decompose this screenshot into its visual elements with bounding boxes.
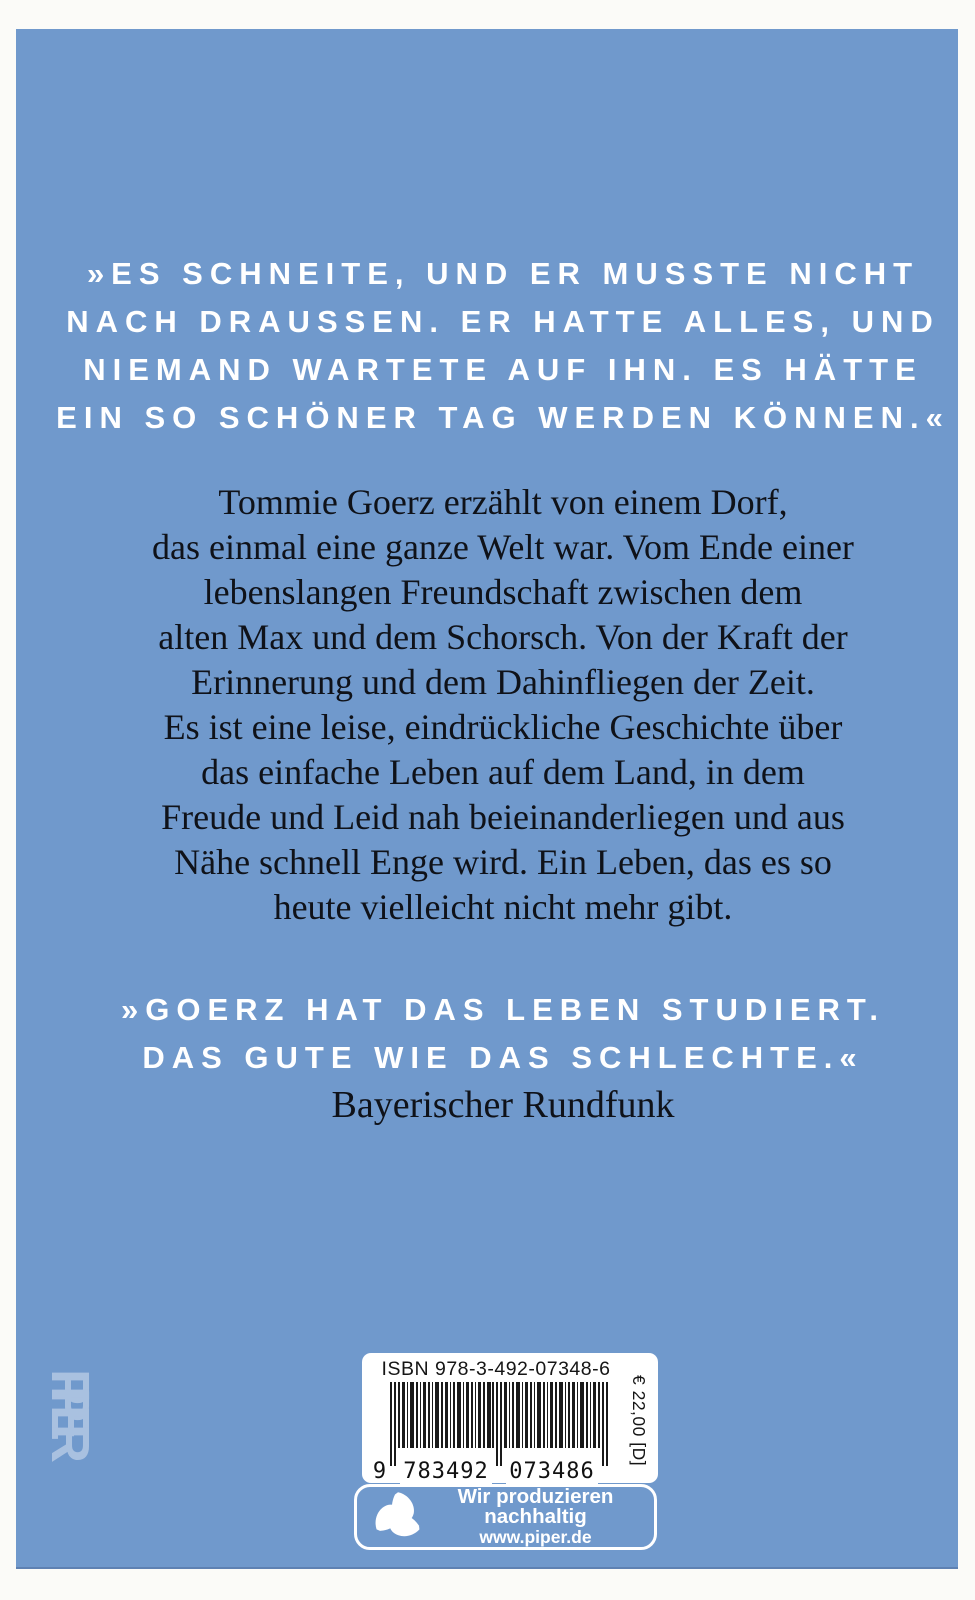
barcode-digit-group-2: 073486 bbox=[506, 1459, 598, 1484]
headline-quote bbox=[32, 250, 974, 442]
quote-line: NIEMAND WARTETE AUF IHN. ES HÄTTE bbox=[83, 352, 923, 387]
blurb-line: das einmal eine ganze Welt war. Vom Ende einer bbox=[152, 527, 854, 567]
barcode-digit-lead: 9 bbox=[372, 1459, 388, 1484]
press-quote-attribution: Bayerischer Rundfunk bbox=[331, 1084, 675, 1126]
badge-line-1: Wir produzieren bbox=[457, 1485, 614, 1508]
blurb-line: lebenslangen Freundschaft zwischen dem bbox=[203, 572, 803, 612]
quote-line: »ES SCHNEITE, UND ER MUSSTE NICHT bbox=[86, 256, 920, 291]
ean-barcode bbox=[372, 1382, 608, 1486]
press-quote-line: DAS GUTE WIE DAS SCHLECHTE.« bbox=[142, 1040, 864, 1075]
blurb-line: Es ist eine leise, eindrückliche Geschichte über bbox=[163, 707, 843, 747]
blurb-line: alten Max und dem Schorsch. Von der Kraft der bbox=[158, 617, 848, 657]
quote-line: EIN SO SCHÖNER TAG WERDEN KÖNNEN.« bbox=[56, 400, 950, 435]
isbn-label: ISBN 978-3-492-07348-6 bbox=[381, 1358, 611, 1380]
blurb-line: das einfache Leben auf dem Land, in dem bbox=[201, 752, 805, 792]
badge-url: www.piper.de bbox=[479, 1527, 592, 1547]
press-quote bbox=[32, 986, 974, 1082]
quote-line: NACH DRAUSSEN. ER HATTE ALLES, UND bbox=[66, 304, 940, 339]
barcode-panel bbox=[362, 1353, 658, 1483]
sustainability-badge bbox=[354, 1484, 657, 1550]
blurb-line: Freude und Leid nah beieinanderliegen und aus bbox=[161, 797, 845, 837]
blurb-line: Tommie Goerz erzählt von einem Dorf, bbox=[218, 482, 788, 522]
press-quote-line: »GOERZ HAT DAS LEBEN STUDIERT. bbox=[120, 992, 886, 1027]
badge-text bbox=[425, 1487, 654, 1547]
badge-line-2: nachhaltig bbox=[484, 1505, 587, 1528]
book-back-cover bbox=[16, 29, 958, 1569]
book-blurb bbox=[32, 480, 974, 930]
blurb-line: heute vielleicht nicht mehr gibt. bbox=[273, 887, 733, 927]
recycling-leaves-icon bbox=[371, 1490, 425, 1544]
blurb-line: Nähe schnell Enge wird. Ein Leben, das es so bbox=[174, 842, 832, 882]
publisher-logo: PIPER bbox=[40, 1369, 100, 1447]
barcode-digit-group-1: 783492 bbox=[400, 1459, 492, 1484]
blurb-line: Erinnerung und dem Dahinfliegen der Zeit. bbox=[191, 662, 815, 702]
price-label: € 22,00 [D] bbox=[629, 1375, 649, 1467]
barcode-bars-icon bbox=[390, 1382, 608, 1466]
